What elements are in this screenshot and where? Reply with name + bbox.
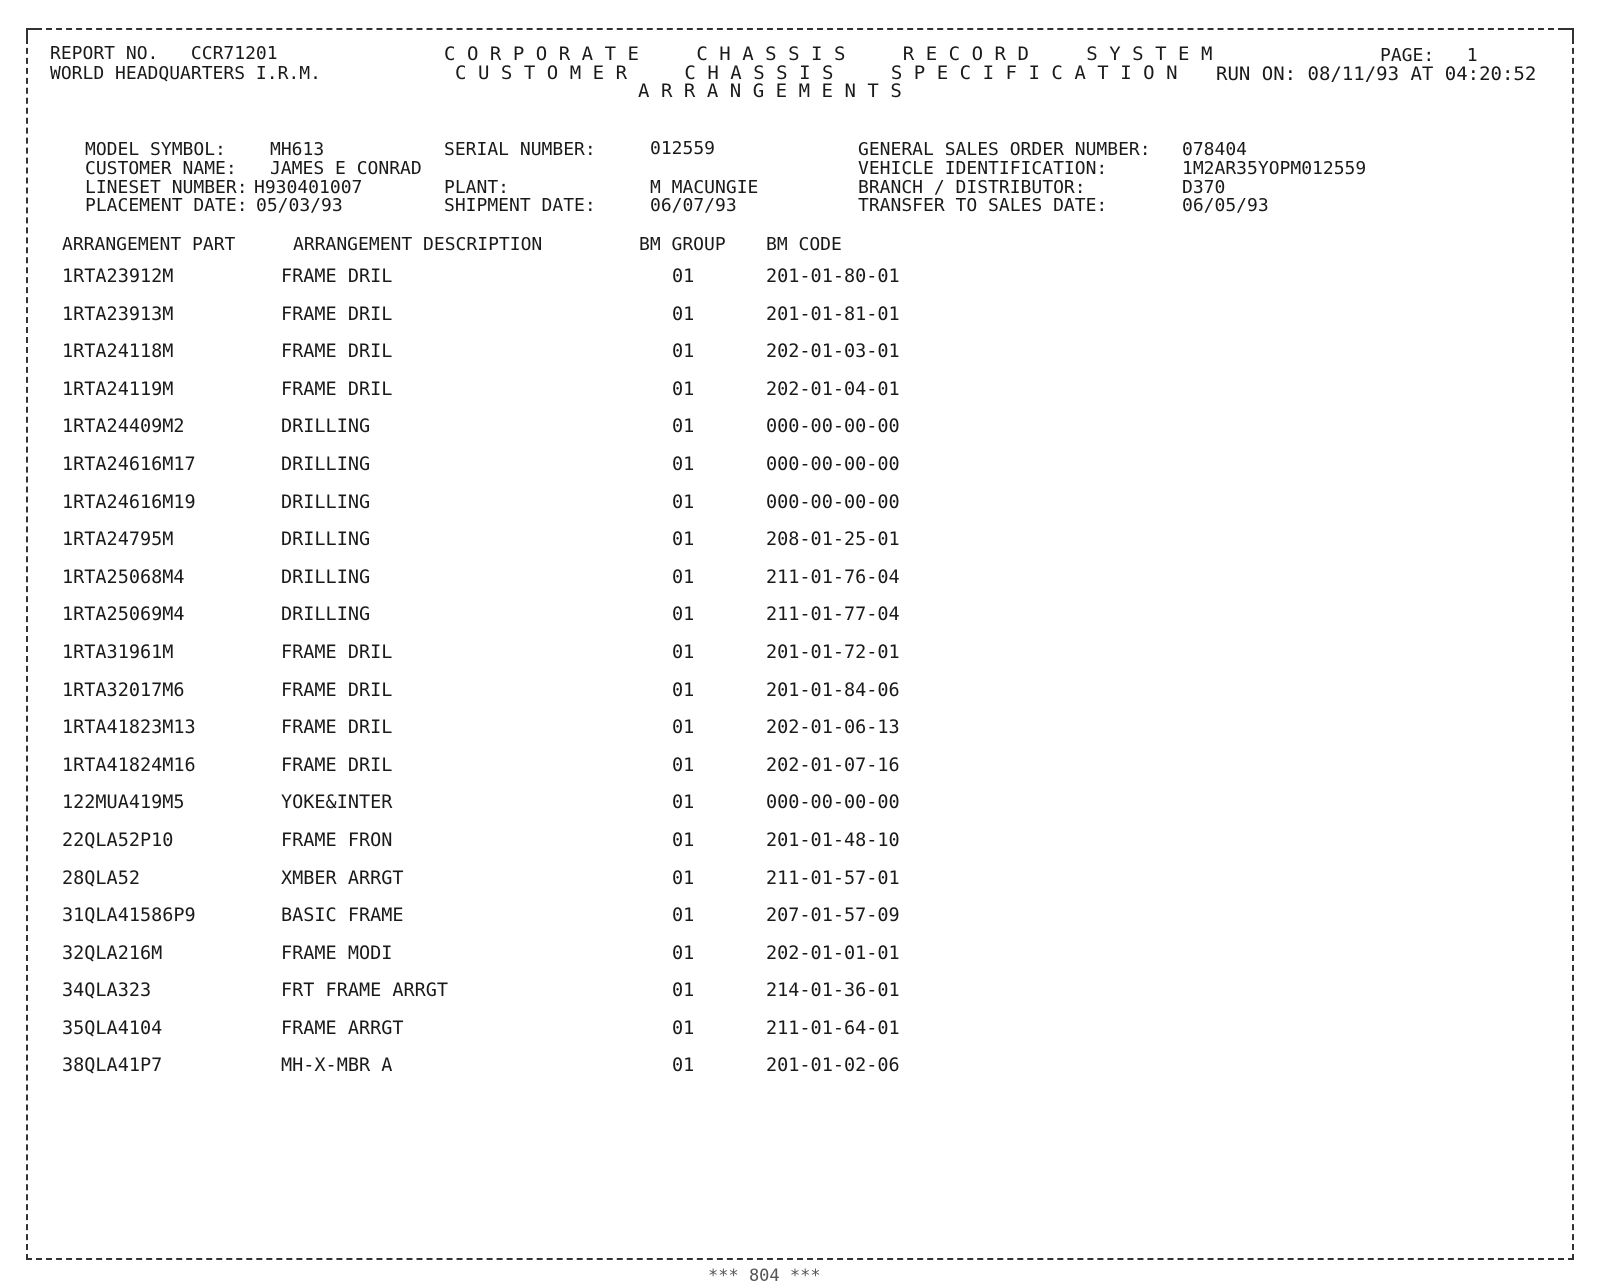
- bm-code: 208-01-25-01: [766, 529, 900, 551]
- arrangement-description: DRILLING: [281, 604, 371, 626]
- arrangement-description: MH-X-MBR A: [281, 1055, 393, 1077]
- run-on-label: RUN ON:: [1216, 63, 1297, 85]
- arrangement-description: FRAME MODI: [281, 942, 393, 964]
- vin: 1M2AR35YOPM012559: [1182, 158, 1367, 179]
- arrangement-part: 22QLA52P10: [62, 829, 174, 851]
- model-symbol: MH613: [270, 139, 325, 160]
- table-row: [0, 939, 1600, 977]
- bm-code: 201-01-81-01: [766, 303, 900, 325]
- table-row: [0, 488, 1600, 526]
- page-label: PAGE:: [1380, 45, 1435, 66]
- bm-group: 01: [672, 566, 695, 588]
- branch-label: BRANCH / DISTRIBUTOR:: [858, 177, 1086, 198]
- arrangement-part: 1RTA23913M: [62, 303, 174, 325]
- arrangement-description: FRAME DRIL: [281, 378, 393, 400]
- bm-code: 201-01-84-06: [766, 679, 900, 701]
- bm-group: 01: [672, 829, 695, 851]
- bm-group: 01: [672, 679, 695, 701]
- shipment-date: 06/07/93: [650, 195, 737, 216]
- bm-group: 01: [672, 491, 695, 513]
- bm-code: 211-01-76-04: [766, 566, 900, 588]
- report-title: CORPORATE CHASSIS RECORD SYSTEM: [444, 43, 1224, 65]
- arrangement-description: XMBER ARRGT: [281, 867, 404, 889]
- table-row: [0, 525, 1600, 563]
- arrangements-table: [0, 262, 1600, 1089]
- bm-code: 201-01-72-01: [766, 641, 900, 663]
- report-subtitle-2: ARRANGEMENTS: [638, 80, 914, 102]
- bm-group: 01: [672, 341, 695, 363]
- column-header-bm-group: BM GROUP: [639, 234, 726, 255]
- arrangement-part: 1RTA24616M19: [62, 491, 196, 513]
- lineset-number: H930401007: [254, 177, 363, 198]
- bm-code: 201-01-02-06: [766, 1055, 900, 1077]
- arrangement-part: 1RTA32017M6: [62, 679, 185, 701]
- plant-label: PLANT:: [444, 177, 510, 198]
- vin-label: VEHICLE IDENTIFICATION:: [858, 158, 1108, 179]
- table-row: [0, 412, 1600, 450]
- table-row: [0, 901, 1600, 939]
- bm-code: 000-00-00-00: [766, 792, 900, 814]
- arrangement-part: 34QLA323: [62, 980, 152, 1002]
- bm-group: 01: [672, 416, 695, 438]
- page-number: 1: [1466, 45, 1478, 66]
- gso-label: GENERAL SALES ORDER NUMBER:: [858, 139, 1151, 160]
- report-number-label: REPORT NO.: [50, 43, 159, 64]
- column-header-part: ARRANGEMENT PART: [62, 234, 236, 255]
- arrangement-description: BASIC FRAME: [281, 905, 404, 927]
- arrangement-part: 122MUA419M5: [62, 792, 185, 814]
- bm-group: 01: [672, 266, 695, 287]
- serial-number: 012559: [650, 138, 716, 159]
- arrangement-part: 1RTA31961M: [62, 641, 174, 663]
- arrangement-part: 1RTA24795M: [62, 529, 174, 551]
- table-row: [0, 864, 1600, 902]
- table-row: [0, 676, 1600, 714]
- bm-code: 000-00-00-00: [766, 491, 900, 513]
- arrangement-part: 1RTA23912M: [62, 266, 174, 287]
- bm-group: 01: [672, 378, 695, 400]
- bm-group: 01: [672, 717, 695, 739]
- customer-name: JAMES E CONRAD: [270, 158, 422, 179]
- bm-code: 211-01-77-04: [766, 604, 900, 626]
- arrangement-part: 1RTA25068M4: [62, 566, 185, 588]
- arrangement-part: 31QLA41586P9: [62, 905, 196, 927]
- arrangement-part: 28QLA52: [62, 867, 140, 889]
- bm-group: 01: [672, 754, 695, 776]
- bm-group: 01: [672, 1017, 695, 1039]
- arrangement-part: 1RTA24616M17: [62, 453, 196, 475]
- run-on-line: [1216, 65, 1536, 84]
- bm-group: 01: [672, 303, 695, 325]
- bm-code: 211-01-64-01: [766, 1017, 900, 1039]
- table-row: [0, 600, 1600, 638]
- bm-code: 000-00-00-00: [766, 453, 900, 475]
- table-row: [0, 450, 1600, 488]
- table-row: [0, 638, 1600, 676]
- model-symbol-label: MODEL SYMBOL:: [85, 139, 226, 160]
- bm-code: 000-00-00-00: [766, 416, 900, 438]
- arrangement-part: 35QLA4104: [62, 1017, 163, 1039]
- report-subtitle: CUSTOMER CHASSIS SPECIFICATION: [455, 62, 1190, 84]
- bm-group: 01: [672, 641, 695, 663]
- arrangement-description: FRAME FRON: [281, 829, 393, 851]
- organization: WORLD HEADQUARTERS I.R.M.: [50, 63, 321, 84]
- customer-name-label: CUSTOMER NAME:: [85, 158, 237, 179]
- arrangement-description: FRAME DRIL: [281, 679, 393, 701]
- bm-group: 01: [672, 792, 695, 814]
- bm-code: 214-01-36-01: [766, 980, 900, 1002]
- bm-code: 202-01-03-01: [766, 341, 900, 363]
- bm-group: 01: [672, 1055, 695, 1077]
- arrangement-description: DRILLING: [281, 416, 371, 438]
- arrangement-description: DRILLING: [281, 491, 371, 513]
- arrangement-part: 1RTA24409M2: [62, 416, 185, 438]
- table-row: [0, 337, 1600, 375]
- bm-group: 01: [672, 867, 695, 889]
- table-row: [0, 713, 1600, 751]
- bm-group: 01: [672, 529, 695, 551]
- bm-code: 207-01-57-09: [766, 905, 900, 927]
- bm-code: 202-01-01-01: [766, 942, 900, 964]
- bm-code: 202-01-06-13: [766, 717, 900, 739]
- arrangement-description: FRT FRAME ARRGT: [281, 980, 449, 1002]
- transfer-date-label: TRANSFER TO SALES DATE:: [858, 195, 1108, 216]
- arrangement-description: FRAME DRIL: [281, 266, 393, 287]
- column-header-bm-code: BM CODE: [766, 234, 842, 255]
- bm-group: 01: [672, 453, 695, 475]
- table-row: [0, 788, 1600, 826]
- bm-code: 202-01-07-16: [766, 754, 900, 776]
- arrangement-description: FRAME DRIL: [281, 754, 393, 776]
- placement-date: 05/03/93: [256, 195, 343, 216]
- arrangement-description: FRAME DRIL: [281, 641, 393, 663]
- arrangement-description: DRILLING: [281, 529, 371, 551]
- table-row: [0, 1051, 1600, 1089]
- bm-code: 211-01-57-01: [766, 867, 900, 889]
- bm-code: 201-01-80-01: [766, 266, 900, 287]
- arrangement-description: FRAME DRIL: [281, 717, 393, 739]
- table-row: [0, 976, 1600, 1014]
- bm-group: 01: [672, 905, 695, 927]
- arrangement-part: 1RTA41823M13: [62, 717, 196, 739]
- lineset-number-label: LINESET NUMBER:: [85, 177, 248, 198]
- table-row: [0, 563, 1600, 601]
- arrangement-part: 1RTA25069M4: [62, 604, 185, 626]
- table-row: [0, 751, 1600, 789]
- arrangement-description: FRAME ARRGT: [281, 1017, 404, 1039]
- branch-distributor: D370: [1182, 177, 1226, 198]
- page-footer: *** 804 ***: [708, 1266, 821, 1286]
- bm-code: 202-01-04-01: [766, 378, 900, 400]
- arrangement-description: DRILLING: [281, 566, 371, 588]
- arrangement-description: DRILLING: [281, 453, 371, 475]
- arrangement-description: YOKE&INTER: [281, 792, 393, 814]
- shipment-date-label: SHIPMENT DATE:: [444, 195, 596, 216]
- report-number: CCR71201: [190, 43, 278, 64]
- arrangement-description: FRAME DRIL: [281, 303, 393, 325]
- report-number-line: [50, 44, 278, 63]
- arrangement-description: FRAME DRIL: [281, 341, 393, 363]
- transfer-date: 06/05/93: [1182, 195, 1269, 216]
- arrangement-part: 1RTA41824M16: [62, 754, 196, 776]
- table-row: [0, 262, 1600, 300]
- serial-number-label: SERIAL NUMBER:: [444, 139, 596, 160]
- run-on-value: 08/11/93 AT 04:20:52: [1307, 63, 1537, 85]
- table-row: [0, 300, 1600, 338]
- bm-group: 01: [672, 604, 695, 626]
- arrangement-part: 1RTA24118M: [62, 341, 174, 363]
- plant: M MACUNGIE: [650, 177, 759, 198]
- table-row: [0, 826, 1600, 864]
- bm-group: 01: [672, 980, 695, 1002]
- gso-number: 078404: [1182, 139, 1248, 160]
- arrangement-part: 32QLA216M: [62, 942, 163, 964]
- bm-group: 01: [672, 942, 695, 964]
- bm-code: 201-01-48-10: [766, 829, 900, 851]
- arrangement-part: 38QLA41P7: [62, 1055, 163, 1077]
- table-row: [0, 1014, 1600, 1052]
- column-header-description: ARRANGEMENT DESCRIPTION: [293, 234, 543, 255]
- arrangement-part: 1RTA24119M: [62, 378, 174, 400]
- table-row: [0, 375, 1600, 413]
- placement-date-label: PLACEMENT DATE:: [85, 195, 248, 216]
